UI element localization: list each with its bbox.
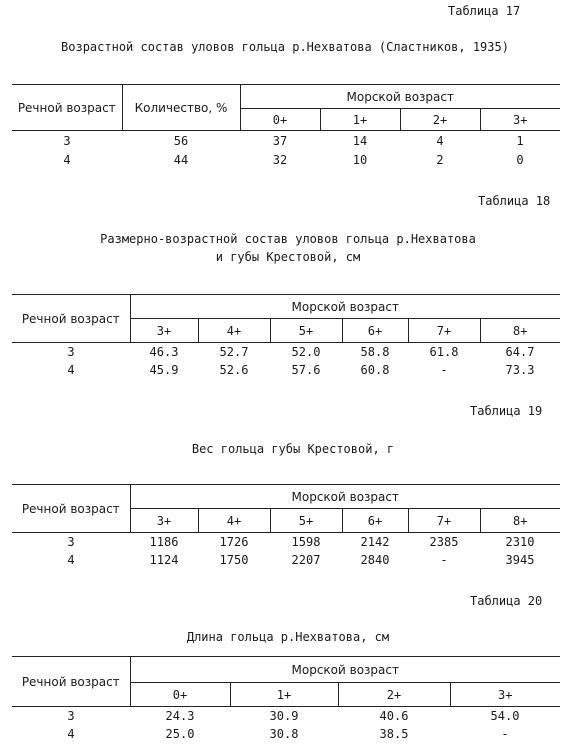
value-cell: 52.6 [219, 362, 249, 377]
table-18-sea-age-cell: 8+ [480, 319, 560, 343]
table-19-label: Таблица 19 [470, 404, 543, 418]
table-19-sea-age-cell: 7+ [408, 509, 480, 533]
table-row [12, 551, 560, 569]
river-age-cell: 4 [63, 152, 71, 167]
table-19-sea-age-cell: 6+ [342, 509, 408, 533]
table-17-label: Таблица 17 [448, 4, 521, 18]
value-cell: 14 [352, 133, 368, 148]
table-17-sea-age-cell: 3+ [480, 109, 560, 131]
value-cell: 1726 [219, 534, 249, 549]
table-18-sea-age-cell: 4+ [198, 319, 270, 343]
table-19-title: Вес гольца губы Крестовой, г [191, 442, 395, 456]
table-18-sea-age-cell: 6+ [342, 319, 408, 343]
value-cell: 1186 [149, 534, 179, 549]
table-19-sea-age-cell: 5+ [270, 509, 342, 533]
value-cell: 61.8 [429, 344, 459, 359]
quantity-cell: 56 [173, 133, 189, 148]
value-cell: 45.9 [149, 362, 179, 377]
river-age-cell: 4 [67, 362, 75, 377]
value-cell: 10 [352, 152, 368, 167]
table-row [12, 533, 560, 551]
value-cell: 25.0 [165, 726, 195, 741]
value-cell: 58.8 [360, 344, 390, 359]
river-age-cell: 4 [67, 552, 75, 567]
table-19-sea-age-cell: 4+ [198, 509, 270, 533]
value-cell: 32 [272, 152, 288, 167]
table-20 [12, 656, 560, 743]
table-18-sea-age-cell: 5+ [270, 319, 342, 343]
value-cell: 1 [516, 133, 524, 148]
value-cell: 1750 [219, 552, 249, 567]
value-cell: 52.7 [219, 344, 249, 359]
value-cell: 3945 [505, 552, 535, 567]
value-cell: 40.6 [379, 708, 409, 723]
table-17-sea-age-header: Морской возраст [240, 85, 560, 109]
table-19-river-age-header: Речной возраст [12, 485, 130, 533]
value-cell: 57.6 [291, 362, 321, 377]
value-cell: 0 [516, 152, 524, 167]
table-row [12, 151, 560, 169]
value-cell: 2840 [360, 552, 390, 567]
table-19-sea-age-header: Морской возраст [130, 485, 560, 509]
table-18-title-line2: и губы Крестовой, см [215, 250, 361, 264]
table-18-title-line1: Размерно-возрастной состав уловов гольца р.Нехватова [100, 232, 476, 246]
table-20-label: Таблица 20 [470, 594, 543, 608]
value-cell: 2 [436, 152, 444, 167]
value-cell: 64.7 [505, 344, 535, 359]
value-cell: 37 [272, 133, 288, 148]
table-18-sea-age-header: Морской возраст [130, 295, 560, 319]
table-row [12, 725, 560, 743]
table-17-sea-age-cell: 1+ [320, 109, 400, 131]
river-age-cell: 3 [67, 534, 75, 549]
table-17 [12, 84, 560, 169]
table-19-sea-age-cell: 3+ [130, 509, 198, 533]
table-18 [12, 294, 560, 379]
table-row [12, 361, 560, 379]
river-age-cell: 3 [67, 344, 75, 359]
value-cell: 38.5 [379, 726, 409, 741]
table-row [12, 343, 560, 361]
table-row [12, 707, 560, 725]
table-18-sea-age-cell: 3+ [130, 319, 198, 343]
table-18-label: Таблица 18 [478, 194, 551, 208]
table-18-sea-age-cell: 7+ [408, 319, 480, 343]
value-cell: 46.3 [149, 344, 179, 359]
table-20-river-age-header: Речной возраст [12, 657, 130, 707]
river-age-cell: 3 [63, 133, 71, 148]
value-cell: 4 [436, 133, 444, 148]
value-cell: 60.8 [360, 362, 390, 377]
value-cell: 2207 [291, 552, 321, 567]
table-17-sea-age-cell: 0+ [240, 109, 320, 131]
value-cell: 30.9 [269, 708, 299, 723]
table-17-title: Возрастной состав уловов гольца р.Нехватова (Сластников, 1935) [61, 40, 509, 54]
value-cell: 2310 [505, 534, 535, 549]
table-20-sea-age-cell: 0+ [130, 683, 230, 707]
quantity-cell: 44 [173, 152, 189, 167]
table-20-sea-age-cell: 2+ [338, 683, 450, 707]
table-17-quantity-header: Количество, % [122, 85, 240, 131]
table-20-sea-age-cell: 1+ [230, 683, 338, 707]
table-17-river-age-header: Речной возраст [12, 85, 122, 131]
value-cell: 52.0 [291, 344, 321, 359]
value-cell: 1124 [149, 552, 179, 567]
table-19-sea-age-cell: 8+ [480, 509, 560, 533]
value-cell: 1598 [291, 534, 321, 549]
value-cell: 73.3 [505, 362, 535, 377]
table-row [12, 131, 560, 151]
table-19 [12, 484, 560, 569]
value-cell: 24.3 [165, 708, 195, 723]
value-cell: 2385 [429, 534, 459, 549]
river-age-cell: 4 [67, 726, 75, 741]
table-20-sea-age-header: Морской возраст [130, 657, 560, 683]
table-17-sea-age-cell: 2+ [400, 109, 480, 131]
table-20-title: Длина гольца р.Нехватова, см [186, 630, 390, 644]
river-age-cell: 3 [67, 708, 75, 723]
value-cell: - [440, 362, 448, 377]
value-cell: - [440, 552, 448, 567]
table-20-sea-age-cell: 3+ [450, 683, 560, 707]
value-cell: 54.0 [490, 708, 520, 723]
value-cell: 30.8 [269, 726, 299, 741]
value-cell: - [501, 726, 509, 741]
value-cell: 2142 [360, 534, 390, 549]
table-18-river-age-header: Речной возраст [12, 295, 130, 343]
